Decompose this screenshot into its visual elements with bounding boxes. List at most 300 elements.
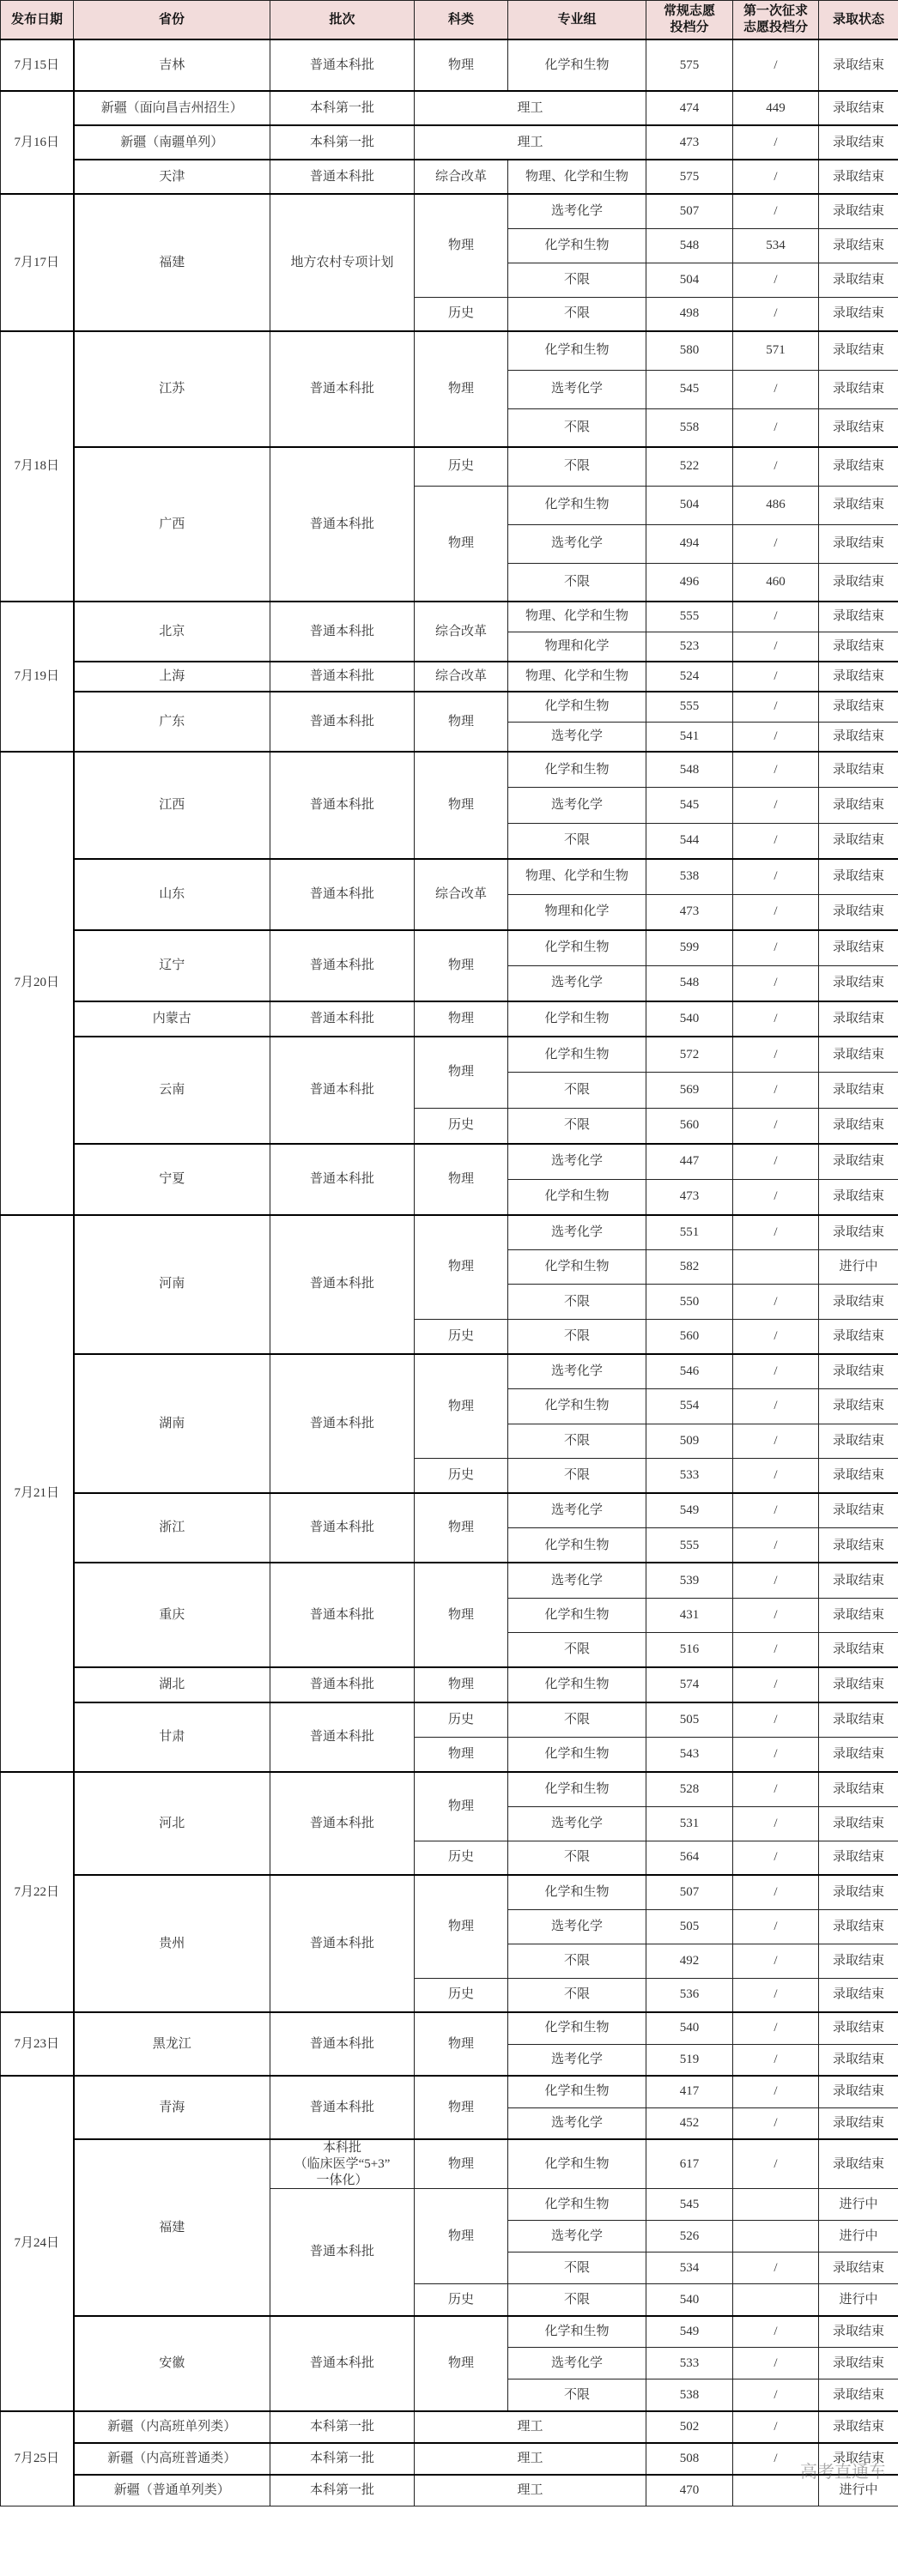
release-date-cell: 7月21日 [1, 1215, 74, 1773]
second-score-cell: / [733, 894, 819, 930]
status-cell: 录取结束 [819, 1319, 898, 1354]
regular-score-cell: 417 [646, 2076, 733, 2107]
province-cell: 新疆（南疆单列） [74, 125, 270, 160]
second-score-cell: 534 [733, 228, 819, 263]
status-cell: 录取结束 [819, 2443, 898, 2475]
header-date: 发布日期 [1, 1, 74, 40]
subject-cell: 理工 [415, 125, 646, 160]
second-score-cell: / [733, 1806, 819, 1841]
major-group-cell: 化学和生物 [508, 1249, 646, 1285]
status-cell: 录取结束 [819, 1528, 898, 1563]
second-score-cell: / [733, 965, 819, 1001]
second-score-cell: 571 [733, 331, 819, 370]
batch-cell: 本科批 （临床医学“5+3” 一体化） [270, 2139, 415, 2189]
second-score-cell: / [733, 1633, 819, 1668]
major-group-cell: 化学和生物 [508, 2316, 646, 2348]
status-cell: 录取结束 [819, 1841, 898, 1875]
batch-cell: 本科第一批 [270, 125, 415, 160]
second-score-cell: / [733, 1424, 819, 1459]
subject-cell: 物理 [415, 1563, 508, 1667]
major-group-cell: 化学和生物 [508, 1388, 646, 1424]
major-group-cell: 不限 [508, 563, 646, 602]
status-cell: 录取结束 [819, 1875, 898, 1909]
subject-cell: 物理 [415, 1144, 508, 1215]
status-cell: 录取结束 [819, 39, 898, 91]
regular-score-cell: 540 [646, 2284, 733, 2316]
table-row [1, 1667, 898, 1702]
status-cell: 录取结束 [819, 930, 898, 966]
subject-cell: 历史 [415, 1978, 508, 2012]
province-cell: 福建 [74, 2139, 270, 2316]
status-cell: 录取结束 [819, 1633, 898, 1668]
regular-score-cell: 545 [646, 788, 733, 824]
table-row [1, 1493, 898, 1528]
table-row [1, 2076, 898, 2107]
major-group-cell: 化学和生物 [508, 39, 646, 91]
regular-score-cell: 541 [646, 722, 733, 752]
subject-cell: 理工 [415, 91, 646, 125]
subject-cell: 综合改革 [415, 662, 508, 692]
province-cell: 福建 [74, 194, 270, 331]
subject-cell: 物理 [415, 1667, 508, 1702]
subject-cell: 理工 [415, 2443, 646, 2475]
batch-cell: 普通本科批 [270, 2012, 415, 2076]
second-score-cell: / [733, 370, 819, 408]
regular-score-cell: 538 [646, 2379, 733, 2411]
regular-score-cell: 474 [646, 91, 733, 125]
subject-cell: 物理 [415, 1001, 508, 1037]
status-cell: 录取结束 [819, 2107, 898, 2139]
second-score-cell: 460 [733, 563, 819, 602]
subject-cell: 物理 [415, 194, 508, 297]
batch-cell: 普通本科批 [270, 331, 415, 447]
province-cell: 青海 [74, 2076, 270, 2139]
batch-cell: 普通本科批 [270, 1493, 415, 1563]
status-cell: 录取结束 [819, 1737, 898, 1772]
batch-cell: 本科第一批 [270, 2411, 415, 2443]
header-major-group: 专业组 [508, 1, 646, 40]
major-group-cell: 化学和生物 [508, 331, 646, 370]
status-cell: 录取结束 [819, 91, 898, 125]
major-group-cell: 不限 [508, 1073, 646, 1109]
major-group-cell: 选考化学 [508, 1563, 646, 1598]
regular-score-cell: 531 [646, 1806, 733, 1841]
province-cell: 广西 [74, 447, 270, 602]
second-score-cell: / [733, 263, 819, 297]
batch-cell: 普通本科批 [270, 1875, 415, 2012]
regular-score-cell: 582 [646, 1249, 733, 1285]
major-group-cell: 化学和生物 [508, 1001, 646, 1037]
subject-cell: 历史 [415, 447, 508, 486]
second-score-cell: / [733, 2348, 819, 2379]
batch-cell: 本科第一批 [270, 91, 415, 125]
second-score-cell: / [733, 722, 819, 752]
second-score-cell: / [733, 1667, 819, 1702]
batch-cell: 普通本科批 [270, 930, 415, 1001]
subject-cell: 物理 [415, 39, 508, 91]
major-group-cell: 不限 [508, 1702, 646, 1738]
regular-score-cell: 498 [646, 297, 733, 331]
province-cell: 河南 [74, 1215, 270, 1354]
regular-score-cell: 575 [646, 39, 733, 91]
subject-cell: 物理 [415, 1875, 508, 1978]
second-score-cell: / [733, 1215, 819, 1250]
subject-cell: 物理 [415, 2139, 508, 2189]
status-cell: 录取结束 [819, 263, 898, 297]
release-date-cell: 7月22日 [1, 1772, 74, 2012]
major-group-cell: 选考化学 [508, 2221, 646, 2252]
regular-score-cell: 574 [646, 1667, 733, 1702]
second-score-cell: / [733, 1909, 819, 1944]
status-cell: 录取结束 [819, 297, 898, 331]
table-row [1, 752, 898, 788]
second-score-cell: / [733, 1388, 819, 1424]
header-subject: 科类 [415, 1, 508, 40]
table-row [1, 930, 898, 966]
status-cell: 录取结束 [819, 2139, 898, 2189]
regular-score-cell: 507 [646, 194, 733, 228]
regular-score-cell: 540 [646, 2012, 733, 2044]
regular-score-cell: 549 [646, 2316, 733, 2348]
table-row [1, 1702, 898, 1738]
status-cell: 录取结束 [819, 1424, 898, 1459]
batch-cell: 普通本科批 [270, 1667, 415, 1702]
status-cell: 录取结束 [819, 408, 898, 447]
regular-score-cell: 534 [646, 2252, 733, 2284]
regular-score-cell: 507 [646, 1875, 733, 1909]
status-cell: 录取结束 [819, 602, 898, 632]
regular-score-cell: 533 [646, 1459, 733, 1494]
province-cell: 新疆（内高班单列类） [74, 2411, 270, 2443]
regular-score-cell: 533 [646, 2348, 733, 2379]
batch-cell: 本科第一批 [270, 2443, 415, 2475]
regular-score-cell: 492 [646, 1944, 733, 1978]
status-cell: 录取结束 [819, 632, 898, 662]
second-score-cell: / [733, 662, 819, 692]
major-group-cell: 不限 [508, 1108, 646, 1144]
subject-cell: 历史 [415, 1702, 508, 1738]
province-cell: 辽宁 [74, 930, 270, 1001]
subject-cell: 历史 [415, 2284, 508, 2316]
second-score-cell [733, 2475, 819, 2506]
status-cell: 录取结束 [819, 1459, 898, 1494]
batch-cell: 普通本科批 [270, 1001, 415, 1037]
province-cell: 宁夏 [74, 1144, 270, 1215]
status-cell: 录取结束 [819, 1944, 898, 1978]
status-cell: 录取结束 [819, 2252, 898, 2284]
major-group-cell: 选考化学 [508, 1354, 646, 1389]
table-row [1, 1037, 898, 1073]
province-cell: 新疆（普通单列类） [74, 2475, 270, 2506]
batch-cell: 本科第一批 [270, 2475, 415, 2506]
regular-score-cell: 504 [646, 486, 733, 524]
major-group-cell: 物理、化学和生物 [508, 160, 646, 194]
table-row [1, 859, 898, 895]
status-cell: 录取结束 [819, 2316, 898, 2348]
province-cell: 湖北 [74, 1667, 270, 1702]
major-group-cell: 不限 [508, 1459, 646, 1494]
second-score-cell: / [733, 692, 819, 722]
status-cell: 录取结束 [819, 1179, 898, 1215]
batch-cell: 普通本科批 [270, 1563, 415, 1667]
major-group-cell: 选考化学 [508, 722, 646, 752]
second-score-cell: / [733, 408, 819, 447]
batch-cell: 普通本科批 [270, 662, 415, 692]
status-cell: 录取结束 [819, 1667, 898, 1702]
regular-score-cell: 545 [646, 370, 733, 408]
batch-cell: 普通本科批 [270, 2316, 415, 2411]
table-row [1, 1875, 898, 1909]
major-group-cell: 化学和生物 [508, 1528, 646, 1563]
batch-cell: 普通本科批 [270, 2189, 415, 2316]
status-cell: 录取结束 [819, 1144, 898, 1180]
regular-score-cell: 564 [646, 1841, 733, 1875]
major-group-cell: 化学和生物 [508, 2076, 646, 2107]
major-group-cell: 物理、化学和生物 [508, 662, 646, 692]
regular-score-cell: 452 [646, 2107, 733, 2139]
status-cell: 进行中 [819, 1249, 898, 1285]
province-cell: 黑龙江 [74, 2012, 270, 2076]
subject-cell: 物理 [415, 692, 508, 752]
status-cell: 录取结束 [819, 1806, 898, 1841]
status-cell: 录取结束 [819, 370, 898, 408]
major-group-cell: 化学和生物 [508, 1037, 646, 1073]
major-group-cell: 化学和生物 [508, 486, 646, 524]
regular-score-cell: 548 [646, 965, 733, 1001]
major-group-cell: 化学和生物 [508, 2012, 646, 2044]
table-row [1, 194, 898, 228]
province-cell: 天津 [74, 160, 270, 194]
status-cell: 录取结束 [819, 1598, 898, 1633]
regular-score-cell: 536 [646, 1978, 733, 2012]
subject-cell: 历史 [415, 297, 508, 331]
second-score-cell: / [733, 823, 819, 859]
second-score-cell: / [733, 1598, 819, 1633]
regular-score-cell: 550 [646, 1285, 733, 1320]
regular-score-cell: 555 [646, 602, 733, 632]
table-row [1, 331, 898, 370]
major-group-cell: 选考化学 [508, 2044, 646, 2076]
watermark: 高考直通车 [800, 2461, 886, 2482]
status-cell: 录取结束 [819, 2076, 898, 2107]
second-score-cell: / [733, 160, 819, 194]
status-cell: 录取结束 [819, 2044, 898, 2076]
table-row [1, 1772, 898, 1806]
province-cell: 新疆（内高班普通类） [74, 2443, 270, 2475]
regular-score-cell: 528 [646, 1772, 733, 1806]
major-group-cell: 化学和生物 [508, 1667, 646, 1702]
regular-score-cell: 505 [646, 1909, 733, 1944]
major-group-cell: 选考化学 [508, 1909, 646, 1944]
status-cell: 录取结束 [819, 1285, 898, 1320]
second-score-cell: / [733, 1001, 819, 1037]
second-score-cell: / [733, 1978, 819, 2012]
second-score-cell: / [733, 1037, 819, 1073]
regular-score-cell: 526 [646, 2221, 733, 2252]
status-cell: 录取结束 [819, 2411, 898, 2443]
status-cell: 录取结束 [819, 486, 898, 524]
subject-cell: 物理 [415, 1354, 508, 1459]
regular-score-cell: 496 [646, 563, 733, 602]
province-cell: 广东 [74, 692, 270, 752]
status-cell: 录取结束 [819, 1001, 898, 1037]
regular-score-cell: 502 [646, 2411, 733, 2443]
status-cell: 录取结束 [819, 2348, 898, 2379]
subject-cell: 历史 [415, 1108, 508, 1144]
major-group-cell: 不限 [508, 447, 646, 486]
table-row [1, 91, 898, 125]
regular-score-cell: 509 [646, 1424, 733, 1459]
status-cell: 录取结束 [819, 125, 898, 160]
status-cell: 录取结束 [819, 160, 898, 194]
subject-cell: 物理 [415, 2189, 508, 2284]
second-score-cell: / [733, 2076, 819, 2107]
status-cell: 录取结束 [819, 823, 898, 859]
subject-cell: 物理 [415, 331, 508, 447]
regular-score-cell: 494 [646, 524, 733, 563]
major-group-cell: 物理和化学 [508, 894, 646, 930]
status-cell: 进行中 [819, 2221, 898, 2252]
major-group-cell: 化学和生物 [508, 1179, 646, 1215]
batch-cell: 地方农村专项计划 [270, 194, 415, 331]
batch-cell: 普通本科批 [270, 1144, 415, 1215]
subject-cell: 历史 [415, 1841, 508, 1875]
regular-score-cell: 470 [646, 2475, 733, 2506]
subject-cell: 物理 [415, 1772, 508, 1841]
status-cell: 录取结束 [819, 722, 898, 752]
regular-score-cell: 473 [646, 894, 733, 930]
regular-score-cell: 546 [646, 1354, 733, 1389]
second-score-cell: / [733, 1285, 819, 1320]
second-score-cell: / [733, 2139, 819, 2189]
province-cell: 安徽 [74, 2316, 270, 2411]
regular-score-cell: 524 [646, 662, 733, 692]
major-group-cell: 物理、化学和生物 [508, 602, 646, 632]
status-cell: 录取结束 [819, 1037, 898, 1073]
major-group-cell: 化学和生物 [508, 1772, 646, 1806]
regular-score-cell: 523 [646, 632, 733, 662]
header-status: 录取状态 [819, 1, 898, 40]
second-score-cell: / [733, 859, 819, 895]
regular-score-cell: 548 [646, 752, 733, 788]
header-regular-score: 常规志愿 投档分 [646, 1, 733, 40]
second-score-cell: / [733, 125, 819, 160]
table-row [1, 2475, 898, 2506]
second-score-cell: / [733, 1073, 819, 1109]
status-cell: 录取结束 [819, 1563, 898, 1598]
status-cell: 录取结束 [819, 752, 898, 788]
second-score-cell: / [733, 632, 819, 662]
second-score-cell [733, 2221, 819, 2252]
second-score-cell: 449 [733, 91, 819, 125]
batch-cell: 普通本科批 [270, 39, 415, 91]
table-row [1, 2443, 898, 2475]
second-score-cell [733, 2189, 819, 2221]
major-group-cell: 不限 [508, 2379, 646, 2411]
regular-score-cell: 538 [646, 859, 733, 895]
status-cell: 录取结束 [819, 1772, 898, 1806]
batch-cell: 普通本科批 [270, 859, 415, 930]
province-cell: 山东 [74, 859, 270, 930]
status-cell: 进行中 [819, 2475, 898, 2506]
second-score-cell: / [733, 1459, 819, 1494]
province-cell: 湖南 [74, 1354, 270, 1493]
second-score-cell: / [733, 39, 819, 91]
status-cell: 录取结束 [819, 692, 898, 722]
status-cell: 录取结束 [819, 228, 898, 263]
subject-cell: 综合改革 [415, 602, 508, 662]
second-score-cell: / [733, 788, 819, 824]
regular-score-cell: 447 [646, 1144, 733, 1180]
second-score-cell: / [733, 1563, 819, 1598]
status-cell: 录取结束 [819, 859, 898, 895]
batch-cell: 普通本科批 [270, 602, 415, 662]
second-score-cell: / [733, 930, 819, 966]
subject-cell: 物理 [415, 2012, 508, 2076]
batch-cell: 普通本科批 [270, 160, 415, 194]
second-score-cell: / [733, 194, 819, 228]
major-group-cell: 选考化学 [508, 370, 646, 408]
regular-score-cell: 555 [646, 1528, 733, 1563]
status-cell: 进行中 [819, 2284, 898, 2316]
second-score-cell: / [733, 2044, 819, 2076]
regular-score-cell: 505 [646, 1702, 733, 1738]
major-group-cell: 不限 [508, 297, 646, 331]
header-batch: 批次 [270, 1, 415, 40]
table-row [1, 662, 898, 692]
subject-cell: 物理 [415, 2316, 508, 2411]
major-group-cell: 不限 [508, 408, 646, 447]
major-group-cell: 选考化学 [508, 1493, 646, 1528]
regular-score-cell: 508 [646, 2443, 733, 2475]
second-score-cell [733, 2284, 819, 2316]
major-group-cell: 不限 [508, 1285, 646, 1320]
subject-cell: 综合改革 [415, 160, 508, 194]
regular-score-cell: 599 [646, 930, 733, 966]
second-score-cell: / [733, 297, 819, 331]
major-group-cell: 物理、化学和生物 [508, 859, 646, 895]
second-score-cell: / [733, 1772, 819, 1806]
regular-score-cell: 617 [646, 2139, 733, 2189]
regular-score-cell: 572 [646, 1037, 733, 1073]
province-cell: 贵州 [74, 1875, 270, 2012]
second-score-cell: / [733, 447, 819, 486]
table-row [1, 2012, 898, 2044]
second-score-cell: 486 [733, 486, 819, 524]
header-row [1, 1, 898, 40]
batch-cell: 普通本科批 [270, 752, 415, 859]
table-row [1, 1215, 898, 1250]
regular-score-cell: 548 [646, 228, 733, 263]
second-score-cell: / [733, 1702, 819, 1738]
release-date-cell: 7月16日 [1, 91, 74, 194]
second-score-cell: / [733, 2316, 819, 2348]
major-group-cell: 化学和生物 [508, 692, 646, 722]
major-group-cell: 选考化学 [508, 965, 646, 1001]
regular-score-cell: 544 [646, 823, 733, 859]
major-group-cell: 不限 [508, 2284, 646, 2316]
major-group-cell: 不限 [508, 1424, 646, 1459]
major-group-cell: 不限 [508, 1944, 646, 1978]
status-cell: 录取结束 [819, 2012, 898, 2044]
regular-score-cell: 558 [646, 408, 733, 447]
major-group-cell: 选考化学 [508, 194, 646, 228]
batch-cell: 普通本科批 [270, 2076, 415, 2139]
table-row [1, 447, 898, 486]
table-body [1, 39, 898, 2506]
province-cell: 北京 [74, 602, 270, 662]
subject-cell: 物理 [415, 1493, 508, 1563]
